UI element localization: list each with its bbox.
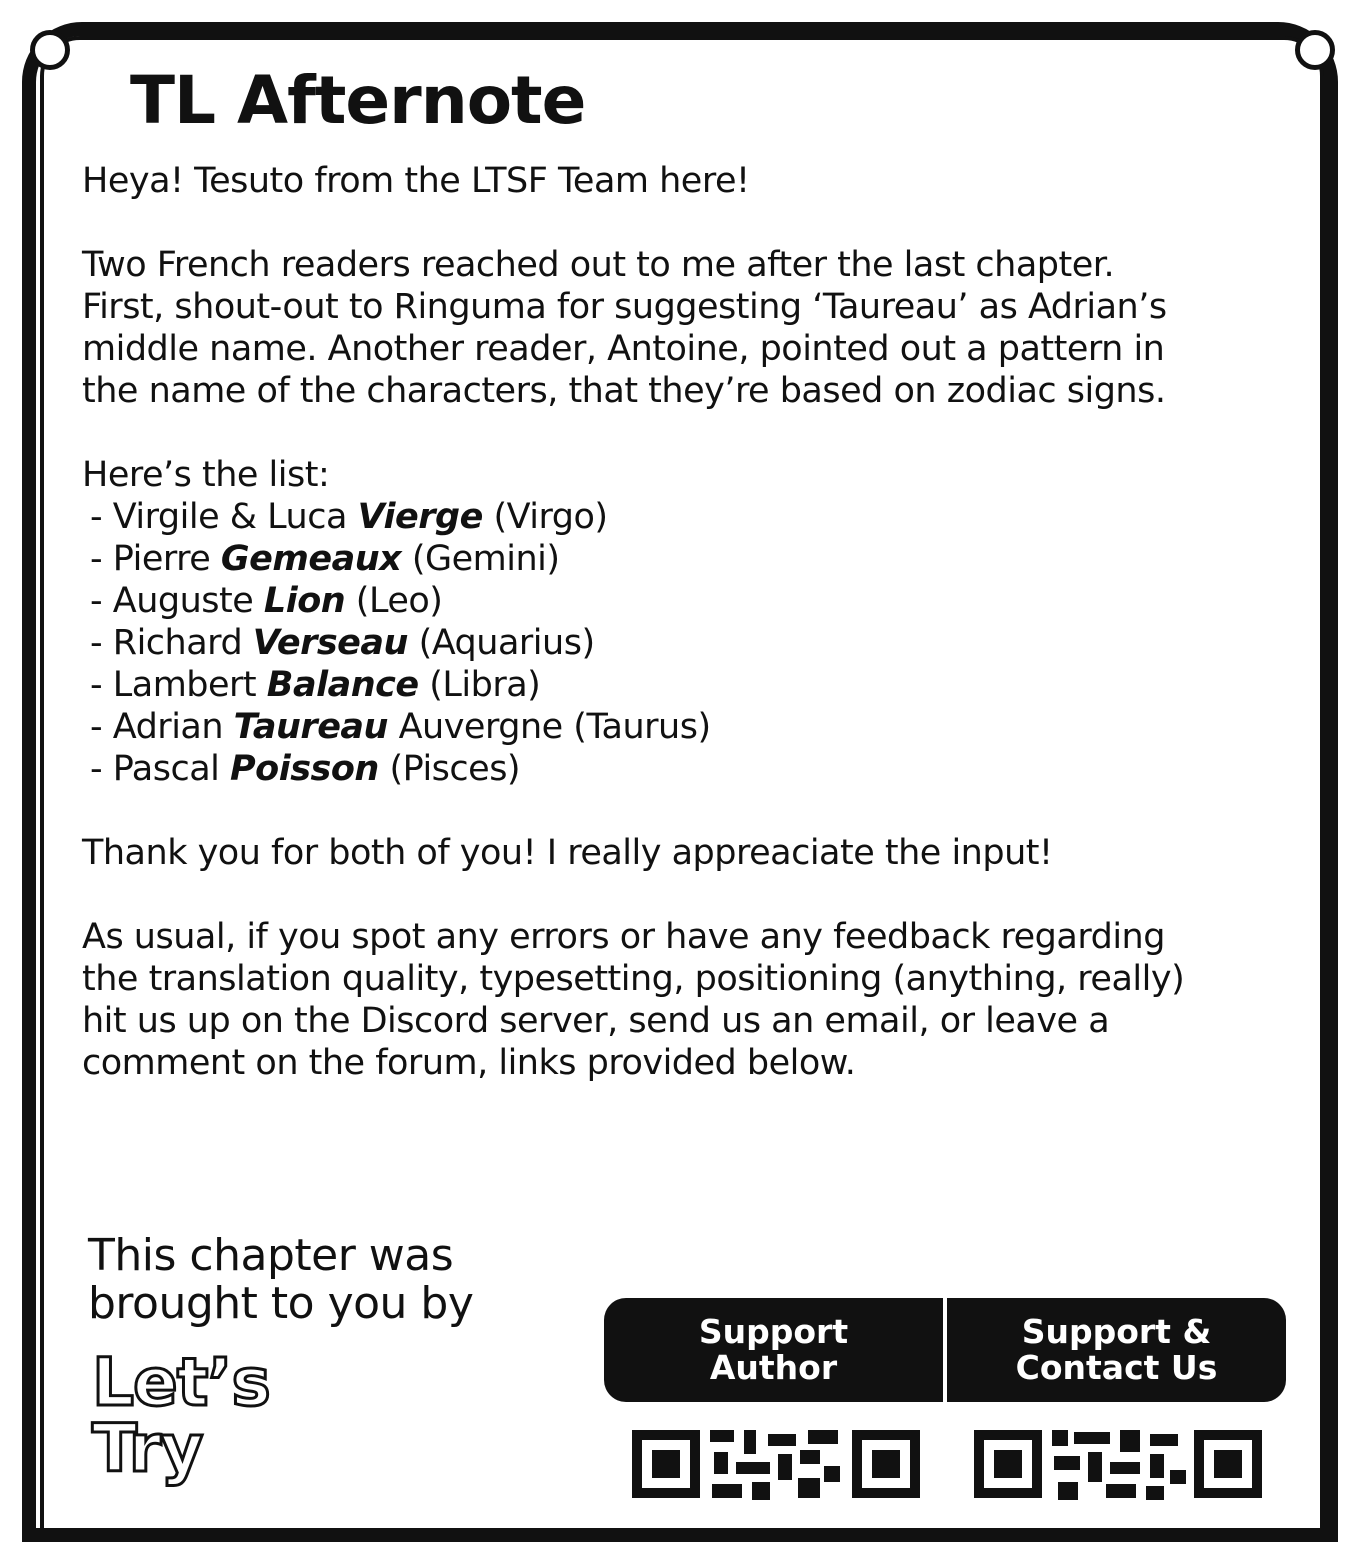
paragraph-line: the name of the characters, that they’re based on zodiac signs. bbox=[82, 371, 1166, 411]
paragraph-line: middle name. Another reader, Antoine, pointed out a pattern in bbox=[82, 329, 1165, 369]
support-author-button[interactable]: Support Author bbox=[698, 1312, 849, 1387]
paragraph-line: First, shout-out to Ringuma for suggesting ‘Taureau’ as Adrian’s bbox=[82, 287, 1167, 327]
thanks-line: Thank you for both of you! I really appreaciate the input! bbox=[82, 833, 1053, 873]
corner-ornament-right bbox=[1295, 30, 1335, 70]
corner-ornament-left bbox=[30, 30, 70, 70]
list-item: - Pierre Gemeaux (Gemini) bbox=[90, 539, 560, 579]
list-item: - Pascal Poisson (Pisces) bbox=[90, 749, 521, 789]
list-item: - Virgile & Luca Vierge (Virgo) bbox=[90, 497, 608, 537]
qr-code-contact[interactable] bbox=[970, 1426, 1266, 1506]
paragraph-line: comment on the forum, links provided below. bbox=[82, 1043, 856, 1083]
paragraph-line: As usual, if you spot any errors or have any feedback regarding bbox=[82, 917, 1165, 957]
qr-code-author[interactable] bbox=[628, 1426, 924, 1506]
team-logo: Let’s Try bbox=[92, 1344, 270, 1487]
list-item: - Lambert Balance (Libra) bbox=[90, 665, 541, 705]
list-heading: Here’s the list: bbox=[82, 455, 330, 495]
paragraph-line: hit us up on the Discord server, send us an email, or leave a bbox=[82, 1001, 1110, 1041]
zodiac-list bbox=[82, 496, 1282, 790]
list-item: - Auguste Lion (Leo) bbox=[90, 581, 443, 621]
page-title: TL Afternote bbox=[130, 62, 586, 139]
paragraph-line: the translation quality, typesetting, positioning (anything, really) bbox=[82, 959, 1185, 999]
support-contact-button[interactable]: Support & Contact Us bbox=[1015, 1312, 1218, 1387]
afternote-body bbox=[82, 160, 1282, 1084]
intro-line: Heya! Tesuto from the LTSF Team here! bbox=[82, 161, 750, 201]
paragraph-line: Two French readers reached out to me after the last chapter. bbox=[82, 245, 1115, 285]
support-bar bbox=[604, 1298, 1286, 1402]
credit-text: This chapter was brought to you by bbox=[88, 1230, 474, 1329]
list-item: - Adrian Taureau Auvergne (Taurus) bbox=[90, 707, 711, 747]
list-item: - Richard Verseau (Aquarius) bbox=[90, 623, 595, 663]
